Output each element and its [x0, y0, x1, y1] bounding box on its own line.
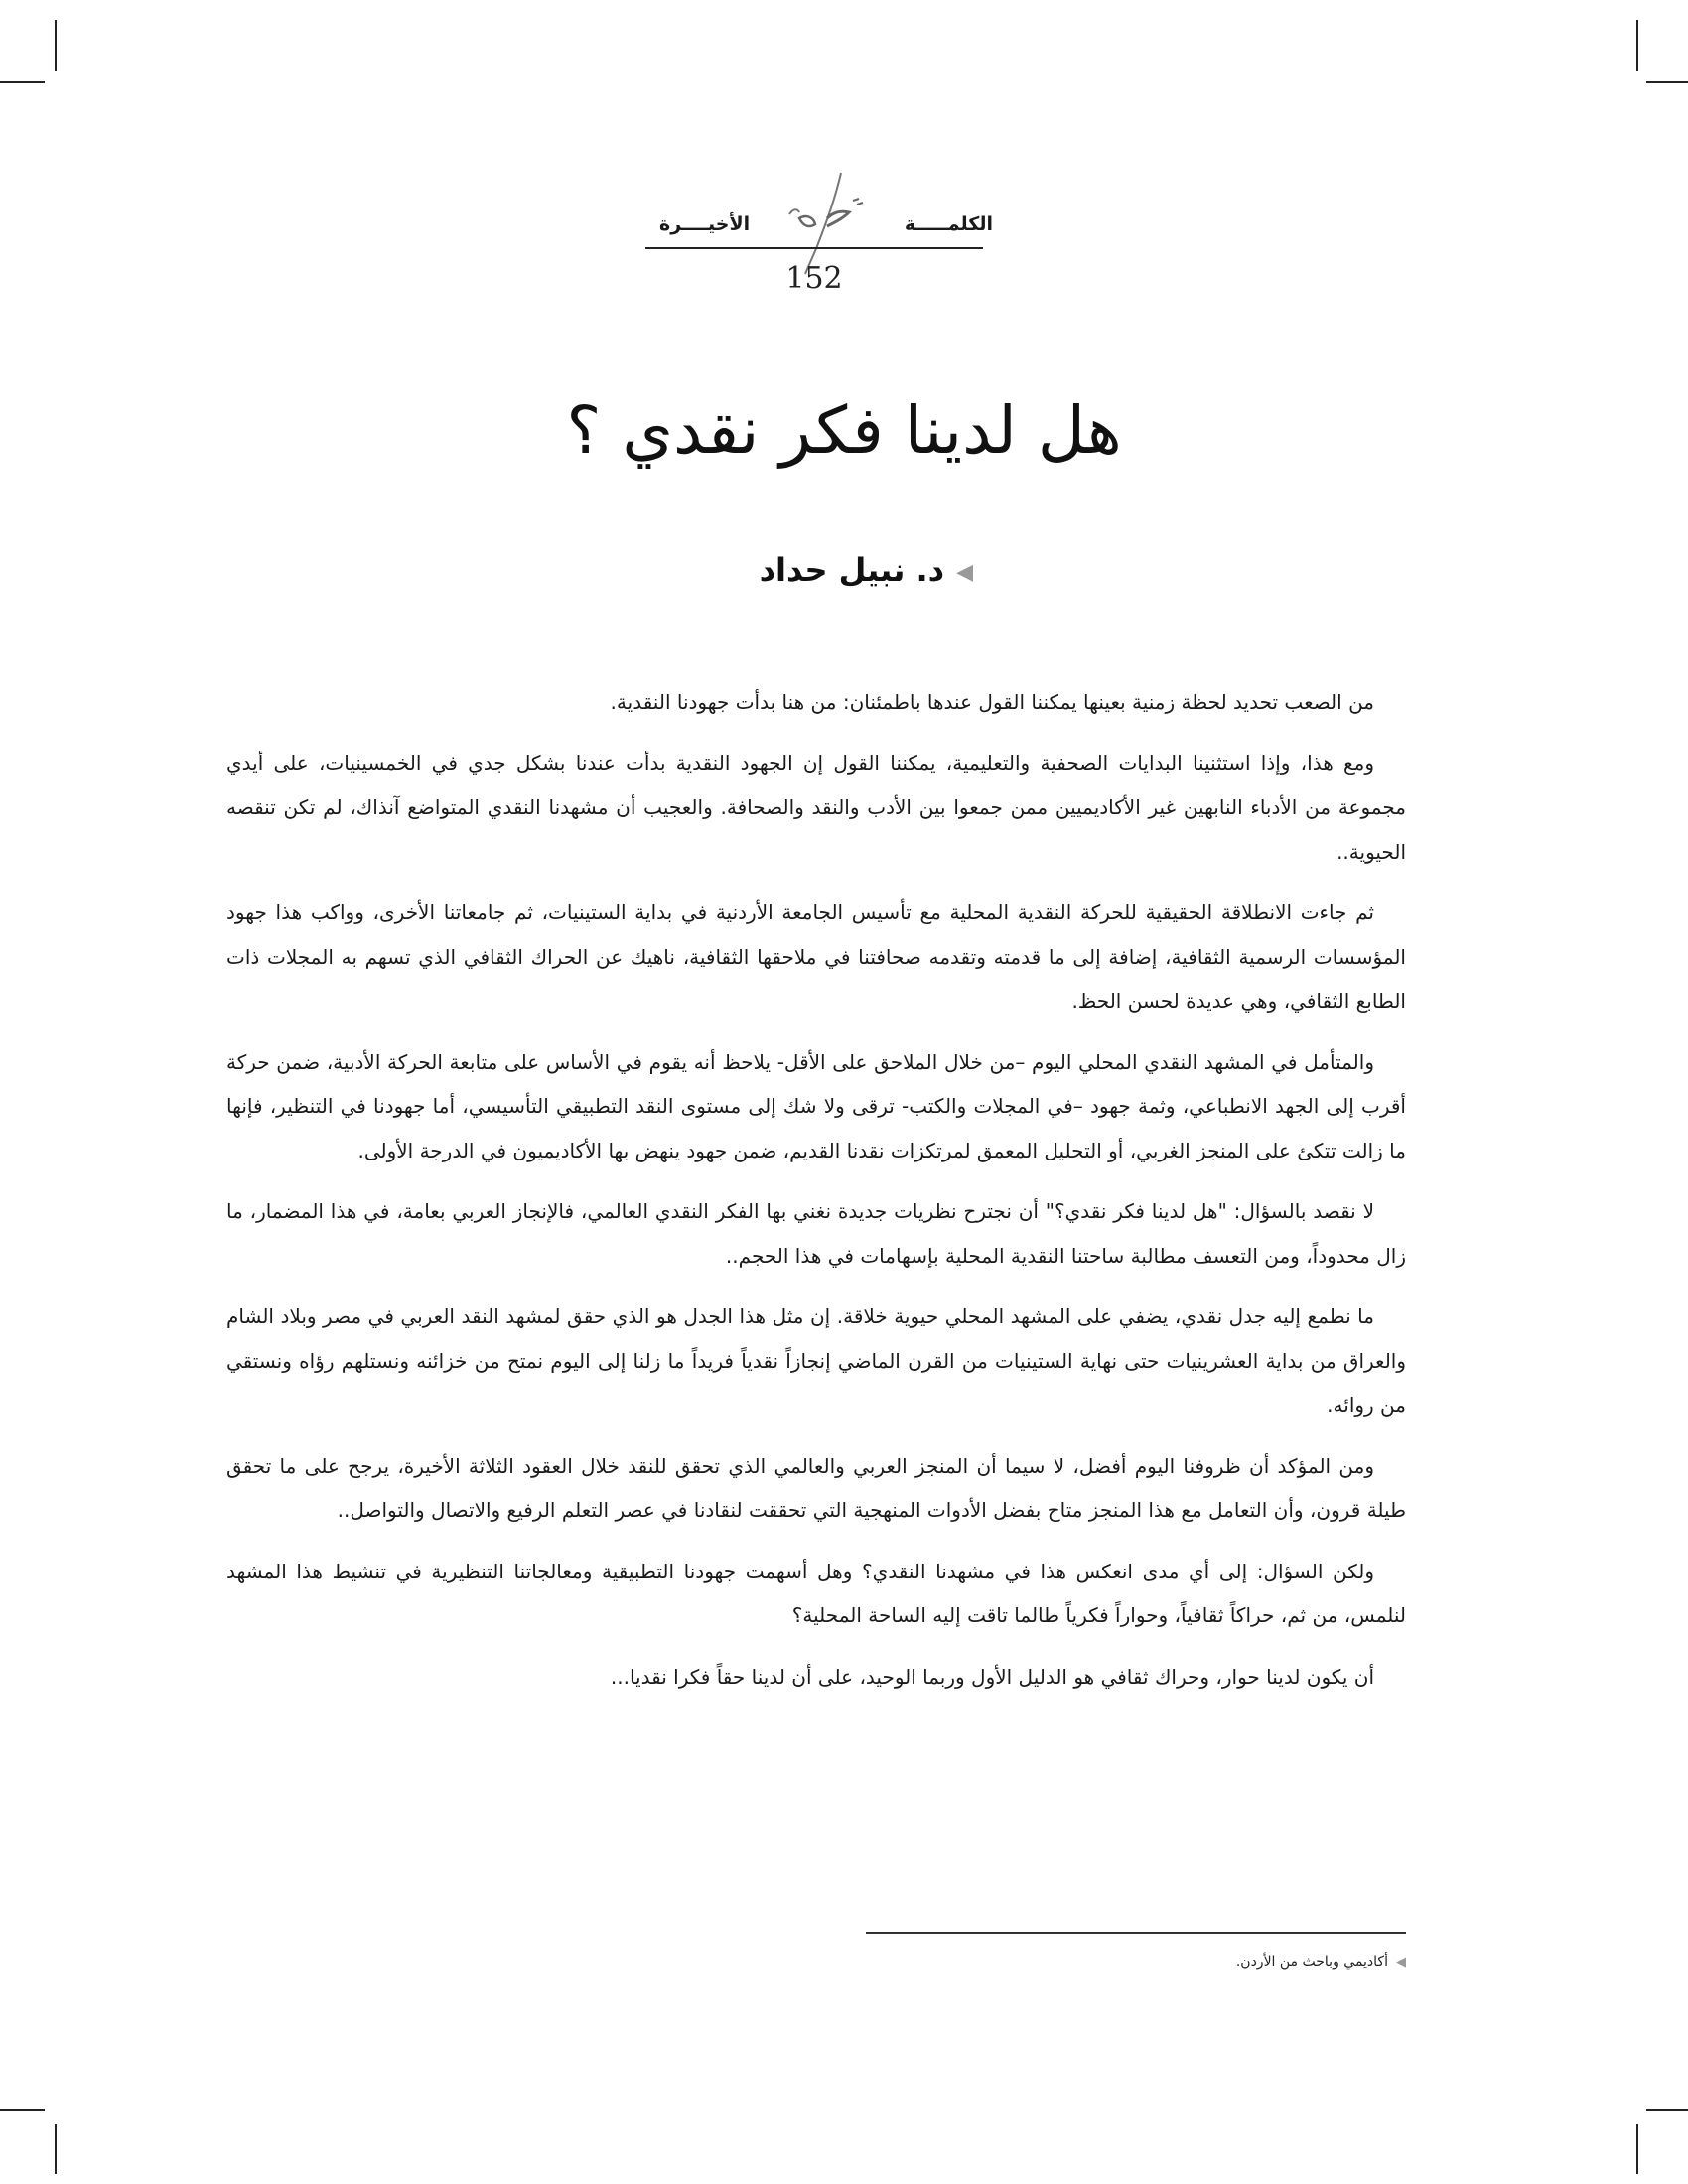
article-body	[226, 680, 1406, 1715]
page-number: 152	[785, 261, 843, 296]
crop-mark-bottom-left-v	[55, 2124, 57, 2174]
paragraph: ثم جاءت الانطلاقة الحقيقية للحركة النقدية المحلية مع تأسيس الجامعة الأردنية في بداية الستينيات، ثم جامعاتنا الأخرى، وواكب هذا جهود المؤسسات الرسمية الثقافية، إضافة إلى ما قدمته وتقدمه صحافتنا في ملاحقها الثقافية، ناهيك عن الحراك الثقافي الذي تسهم به المجلات ذات الطابع الثقافي، وهي عديدة لحسن الحظ.	[226, 900, 1406, 1013]
crop-mark-top-right-v	[1636, 20, 1638, 71]
crop-mark-top-left-h	[0, 81, 45, 83]
page-header	[635, 204, 993, 323]
paragraph: ولكن السؤال: إلى أي مدى انعكس هذا في مشهدنا النقدي؟ وهل أسهمت جهودنا التطبيقية ومعالجاتنا التنظيرية في تنشيط هذا المشهد لنلمس، من ثم، حراكاً ثقافياً، وحواراً فكرياً طالما تاقت إليه الساحة المحلية؟	[226, 1559, 1406, 1627]
footnote-text: أكاديمي وباحث من الأردن.	[1235, 1954, 1388, 1970]
paragraph: ومن المؤكد أن ظروفنا اليوم أفضل، لا سيما أن المنجز العربي والعالمي الذي تحقق للنقد خلال العقود الثلاثة الأخيرة، يرجح على ما تحقق طيلة قرون، وأن التعامل مع هذا المنجز متاح بفضل الأدوات المنهجية التي تحققت لنقادنا في عصر التعلم الرفيع والاتصال والتواصل..	[226, 1453, 1406, 1522]
header-section-left: الأخيــــرة	[659, 213, 751, 235]
paragraph: أن يكون لدينا حوار، وحراك ثقافي هو الدليل الأول وربما الوحيد، على أن لدينا حقاً فكرا نقديا...	[610, 1664, 1374, 1689]
footnote	[894, 1954, 1406, 1970]
crop-mark-bottom-left-h	[0, 2109, 45, 2111]
header-section-right: الكلمـــــة	[904, 213, 993, 235]
footnote-rule	[866, 1932, 1406, 1934]
crop-mark-bottom-right-h	[1646, 2109, 1688, 2111]
paragraph: ما نطمع إليه جدل نقدي، يضفي على المشهد المحلي حيوية خلاقة. إن مثل هذا الجدل هو الذي حقق لمشهد النقد العربي في مصر وبلاد الشام والعراق من بداية العشرينيات حتى نهاية الستينيات من القرن الماضي إنجازاً نقدياً فريداً ما زلنا إلى اليوم نمتح من خزائنه ونستلهم رؤاه ونستقي من روائه.	[226, 1304, 1406, 1417]
paragraph: من الصعب تحديد لحظة زمنية بعينها يمكننا القول عندها باطمئنان: من هنا بدأت جهودنا النقدية.	[610, 690, 1374, 714]
crop-mark-bottom-right-v	[1636, 2124, 1638, 2174]
paragraph: والمتأمل في المشهد النقدي المحلي اليوم –من خلال الملاحق على الأقل- يلاحظ أنه يقوم في الأساس على متابعة الحركة الأدبية، ضمن حركة أقرب إلى الجهد الانطباعي، وثمة جهود –في المجلات والكتب- ترقى ولا شك إلى مستوى النقد التطبيقي التأسيسي، أما جهودنا في التنظير، فإنها ما زالت تتكئ على المنجز الغربي، أو التحليل المعمق لمرتكزات نقدنا القديم، ضمن جهود ينهض بها الأكاديميون في الدرجة الأولى.	[226, 1049, 1406, 1162]
article-author	[556, 551, 973, 589]
author-name: د. نبيل حداد	[759, 551, 945, 589]
crop-mark-top-right-h	[1646, 81, 1688, 83]
paragraph: لا نقصد بالسؤال: "هل لدينا فكر نقدي؟" أن نجترح نظريات جديدة نغني بها الفكر النقدي العالمي، فالإنجاز العربي بعامة، في هذا المضمار، ما زال محدوداً، ومن التعسف مطالبة ساحتنا النقدية المحلية بإسهامات في هذا الحجم..	[226, 1199, 1406, 1268]
article-title: هل لدينا فكر نقدي ؟	[566, 392, 1122, 469]
crop-mark-top-left-v	[55, 20, 57, 71]
header-rule	[645, 247, 983, 249]
triangle-marker-icon: ◀	[956, 559, 973, 585]
paragraph: ومع هذا، وإذا استثنينا البدايات الصحفية والتعليمية، يمكننا القول إن الجهود النقدية بدأت عندنا بشكل جدي في الخمسينيات، على أيدي مجموعة من الأدباء النابهين غير الأكاديميين ممن جمعوا بين الأدب والنقد والصحافة. والعجيب أن مشهدنا النقدي المتواضع آنذاك، لم تكن تنقصه الحيوية..	[226, 751, 1406, 864]
triangle-marker-icon: ◀	[1396, 1955, 1406, 1970]
